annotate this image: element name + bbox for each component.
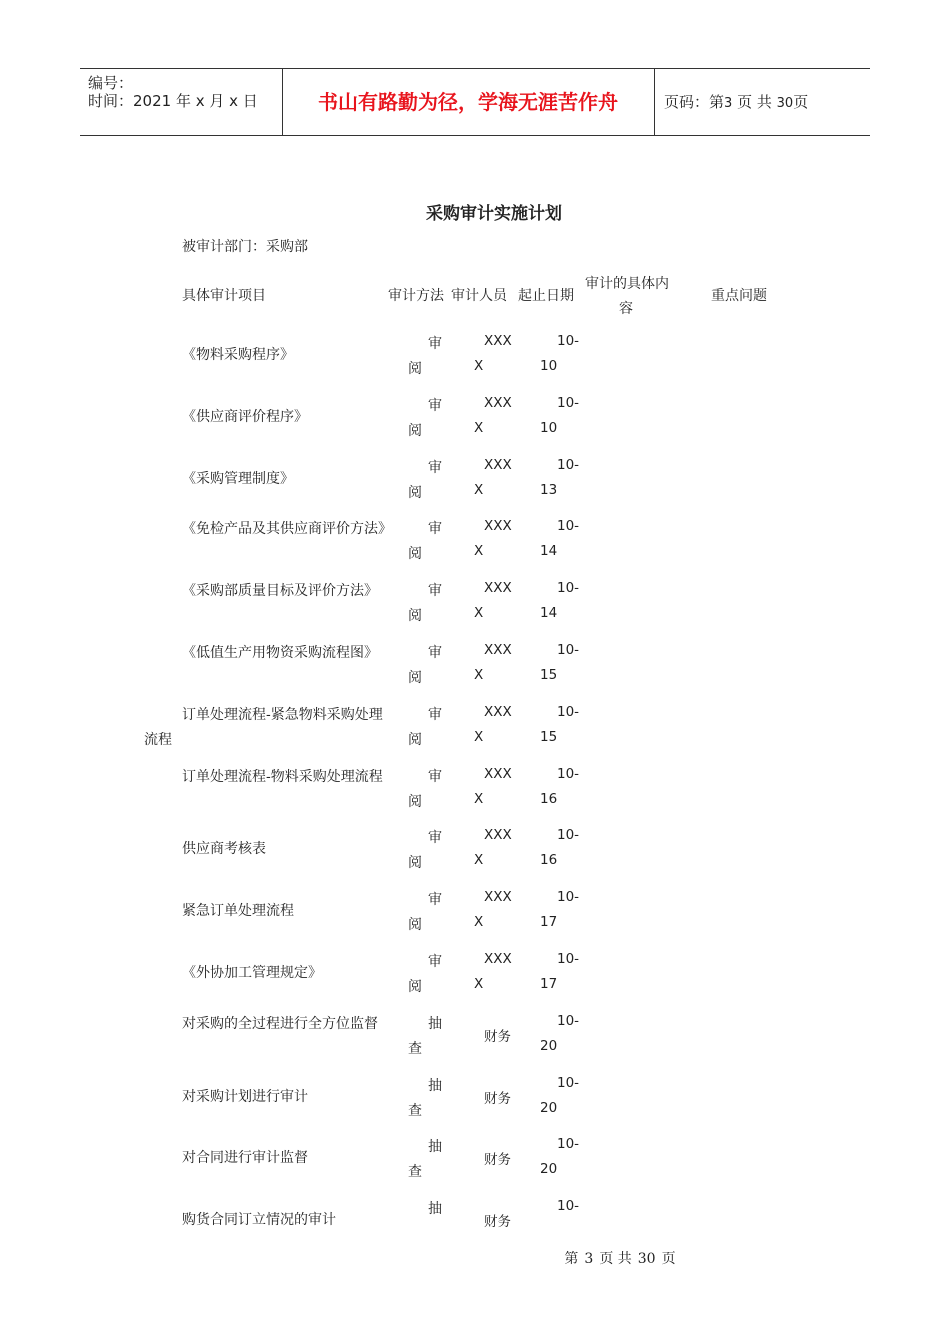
- audit-item-name: 《免检产品及其供应商评价方法》: [182, 521, 392, 538]
- audit-date-line1: 10-: [557, 333, 580, 349]
- footer-current: 3: [584, 1251, 594, 1267]
- audit-person-line2: X: [474, 790, 484, 807]
- audit-date-line1: 10-: [557, 1012, 580, 1029]
- page-footer: [0, 1248, 950, 1268]
- header-page-total: 30: [776, 96, 794, 111]
- audit-date-line2: 10: [540, 419, 558, 436]
- footer-prefix: 第: [564, 1251, 579, 1267]
- audit-method-line1: 审: [428, 954, 442, 970]
- audit-method-line1: 抽: [428, 1201, 442, 1218]
- header-page-suffix: 页: [793, 93, 809, 111]
- audit-method-line2: 查: [408, 1040, 422, 1057]
- document-title: 采购审计实施计划: [426, 204, 562, 224]
- audit-row: [0, 457, 950, 517]
- audit-method-line2: 阅: [408, 608, 422, 625]
- audit-person-line1: XXX: [484, 951, 512, 967]
- audit-person-line1: XXX: [484, 580, 512, 597]
- audit-method-line1: 审: [428, 892, 442, 909]
- audit-row: [0, 1075, 950, 1135]
- date-label: 时间：2021 年 x 月 x 日: [88, 92, 258, 110]
- audit-method-line1: 抽: [428, 1139, 442, 1156]
- audit-method-line1: 审: [428, 397, 442, 414]
- audit-row: [0, 951, 950, 1011]
- audit-item-name: 订单处理流程-物料采购处理流程: [182, 768, 383, 785]
- audit-method-line1: 审: [428, 583, 442, 600]
- audit-method-line2: 阅: [408, 979, 422, 995]
- audit-row: [0, 889, 950, 949]
- audit-row: [0, 580, 950, 640]
- audit-item-name: 《采购管理制度》: [182, 470, 294, 487]
- audit-item-name: 对采购的全过程进行全方位监督: [182, 1015, 378, 1032]
- audit-method-line2: 阅: [408, 793, 422, 810]
- header-page-prefix: 页码：第: [664, 93, 725, 111]
- audit-method-line2: 查: [408, 1164, 422, 1181]
- column-header-issues: 重点问题: [711, 288, 767, 304]
- audit-person-line1: XXX: [484, 765, 512, 782]
- audit-person-line1: XXX: [484, 518, 512, 535]
- audit-method-line1: 审: [428, 830, 442, 847]
- audit-person-line2: X: [474, 976, 484, 992]
- code-label: 编号：: [88, 74, 134, 92]
- audit-date-line2: 14: [540, 605, 558, 622]
- audit-row: [0, 642, 950, 702]
- audit-date-line2: 15: [540, 728, 558, 745]
- header-meta: [80, 69, 283, 135]
- audit-person-line2: X: [474, 358, 484, 374]
- audit-date-line2: 17: [540, 914, 558, 931]
- footer-suffix: 页: [661, 1251, 676, 1267]
- audit-item-name: 对合同进行审计监督: [182, 1150, 308, 1167]
- audit-method-line1: 抽: [428, 1077, 442, 1094]
- audit-row: [0, 1013, 950, 1073]
- audit-row: [0, 704, 950, 764]
- audit-date-line1: 10-: [557, 1074, 580, 1091]
- audit-row: [0, 395, 950, 455]
- audit-method-line2: 阅: [408, 670, 422, 686]
- audit-row: [0, 766, 950, 826]
- audit-method-line2: 阅: [408, 422, 422, 439]
- audit-date-line2: 10: [540, 358, 558, 374]
- audit-person: 财务: [484, 1028, 511, 1045]
- audit-date-line1: 10-: [557, 703, 580, 720]
- footer-mid: 页 共: [599, 1251, 632, 1267]
- audit-date-line1: 10-: [557, 580, 580, 597]
- audit-date-line1: 10-: [557, 889, 580, 906]
- audit-date-line1: 10-: [557, 1136, 580, 1153]
- audit-item-name: 对采购计划进行审计: [182, 1088, 308, 1105]
- audit-method-line2: 阅: [408, 731, 422, 748]
- audit-person-line2: X: [474, 852, 484, 869]
- audit-item-name: 《物料采购程序》: [182, 347, 294, 363]
- audit-date-line1: 10-: [557, 951, 580, 967]
- audit-date-line2: 16: [540, 790, 558, 807]
- audit-method-line2: 阅: [408, 361, 422, 377]
- audit-method-line2: 阅: [408, 546, 422, 563]
- audit-person: 财务: [484, 1152, 511, 1169]
- audit-item-name: 《外协加工管理规定》: [182, 965, 322, 981]
- page-header: [80, 68, 870, 136]
- audit-date-line2: 13: [540, 481, 558, 498]
- column-header-person: 审计人员: [451, 288, 507, 304]
- audit-person: 财务: [484, 1090, 511, 1107]
- audit-person-line1: XXX: [484, 889, 512, 906]
- audit-method-line1: 审: [428, 768, 442, 785]
- audit-method-line2: 阅: [408, 917, 422, 934]
- audit-item-name: 购货合同订立情况的审计: [182, 1212, 336, 1229]
- column-header-item: 具体审计项目: [182, 288, 266, 304]
- audit-item-name: 《供应商评价程序》: [182, 408, 308, 425]
- audit-person-line2: X: [474, 728, 484, 745]
- audit-date-line1: 10-: [557, 1198, 580, 1215]
- audit-person: 财务: [484, 1214, 511, 1231]
- header-page-mid: 页 共: [737, 93, 772, 111]
- audit-item-name: 《采购部质量目标及评价方法》: [182, 583, 378, 600]
- audit-method-line1: 审: [428, 645, 442, 661]
- audit-person-line1: XXX: [484, 394, 512, 411]
- audit-person-line2: X: [474, 667, 484, 683]
- audit-date-line1: 10-: [557, 765, 580, 782]
- audit-row: [0, 518, 950, 578]
- column-header-content-line1: 审计的具体内: [585, 276, 669, 292]
- audit-person-line2: X: [474, 605, 484, 622]
- audit-date-line2: 20: [540, 1161, 558, 1178]
- audit-date-line2: 20: [540, 1099, 558, 1116]
- audit-person-line2: X: [474, 914, 484, 931]
- audit-person-line2: X: [474, 481, 484, 498]
- audit-person-line1: XXX: [484, 703, 512, 720]
- audit-person-line1: XXX: [484, 333, 512, 349]
- audit-item-name: 紧急订单处理流程: [182, 903, 294, 920]
- footer-total: 30: [637, 1251, 656, 1267]
- audit-method-line2: 阅: [408, 855, 422, 872]
- audit-item-name: 订单处理流程-紧急物料采购处理流程: [144, 706, 383, 748]
- audit-person-line1: XXX: [484, 827, 512, 844]
- column-header-method: 审计方法: [388, 288, 444, 304]
- audit-date-line2: 17: [540, 976, 558, 992]
- audit-date-line1: 10-: [557, 518, 580, 535]
- audit-method-line1: 审: [428, 706, 442, 723]
- audit-method-line2: 阅: [408, 484, 422, 501]
- audit-date-line2: 15: [540, 667, 558, 683]
- audit-date-line1: 10-: [557, 642, 580, 658]
- audit-person-line1: XXX: [484, 642, 512, 658]
- header-page-current: 3: [724, 96, 733, 111]
- audit-date-line2: 14: [540, 543, 558, 560]
- audit-row: [0, 827, 950, 887]
- audit-person-line1: XXX: [484, 456, 512, 473]
- audit-person-line2: X: [474, 543, 484, 560]
- audited-department: 被审计部门：采购部: [182, 239, 308, 255]
- audit-method-line1: 审: [428, 459, 442, 476]
- audit-date-line2: 20: [540, 1037, 558, 1054]
- audit-method-line1: 审: [428, 336, 442, 352]
- audit-method-line2: 查: [408, 1102, 422, 1119]
- audit-date-line1: 10-: [557, 394, 580, 411]
- audit-date-line1: 10-: [557, 456, 580, 473]
- column-header-dates: 起止日期: [518, 288, 574, 304]
- header-page-info: [655, 69, 870, 135]
- audit-person-line2: X: [474, 419, 484, 436]
- audit-row: [0, 333, 950, 393]
- audit-row: [0, 1136, 950, 1196]
- audit-item-name: 《低值生产用物资采购流程图》: [182, 645, 378, 661]
- audit-date-line1: 10-: [557, 827, 580, 844]
- audit-method-line1: 抽: [428, 1015, 442, 1032]
- audit-method-line1: 审: [428, 521, 442, 538]
- header-motto: 书山有路勤为径，学海无涯苦作舟: [282, 69, 655, 135]
- audit-date-line2: 16: [540, 852, 558, 869]
- column-header-content-line2: 容: [619, 301, 633, 317]
- audit-item-name: 供应商考核表: [182, 841, 266, 858]
